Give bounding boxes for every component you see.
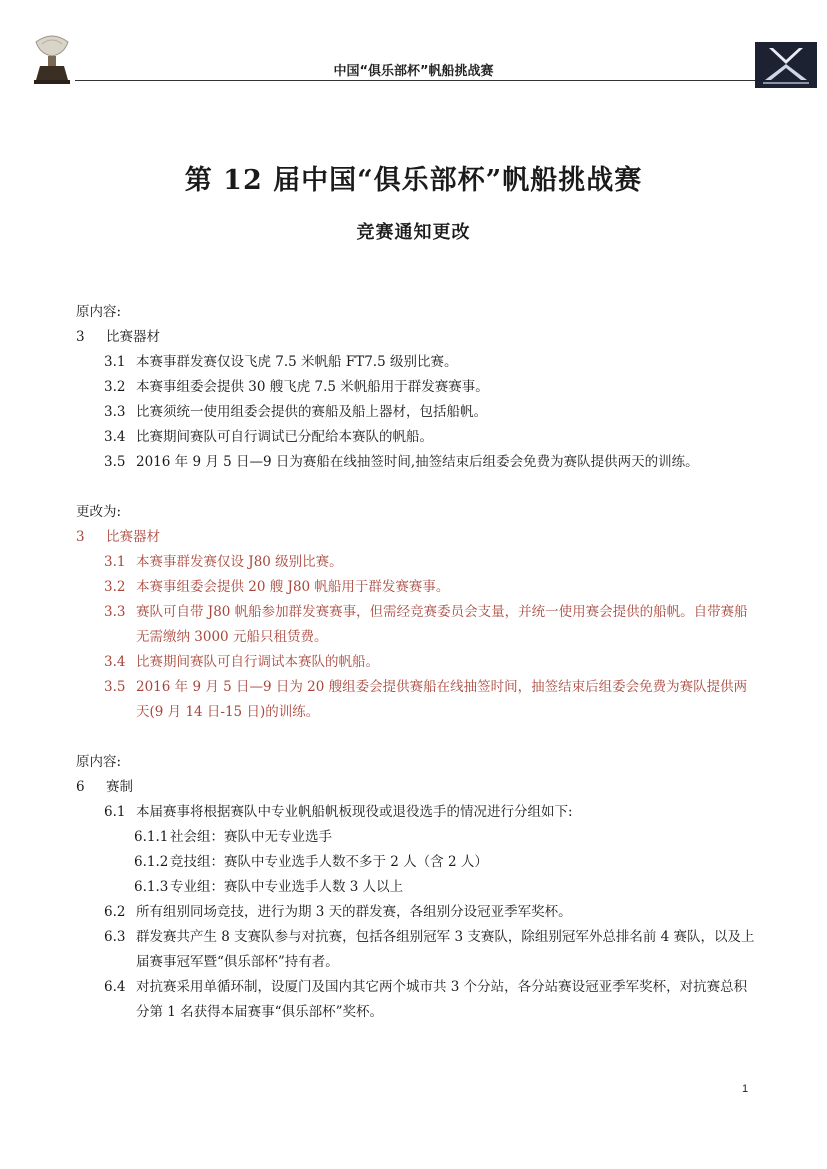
section-label: 原内容: (76, 754, 122, 770)
list-item (104, 400, 760, 425)
sub-list-item (134, 875, 760, 900)
page-title: 第 12 届中国“俱乐部杯”帆船挑战赛 (184, 165, 643, 196)
item-text: 2016 年 9 月 5 日—9 日为赛船在线抽签时间,抽签结束后组委会免费为赛队提供两天的训练。 (136, 454, 699, 470)
list-item (104, 800, 760, 825)
item-text: 专业组：赛队中专业选手人数 3 人以上 (170, 879, 404, 895)
sub-list-item (134, 825, 760, 850)
list-item (104, 450, 760, 475)
item-number: 3.4 (104, 654, 126, 670)
section-number: 6 (76, 779, 85, 795)
item-number: 3.3 (104, 404, 126, 420)
item-text: 本赛事组委会提供 30 艘飞虎 7.5 米帆船用于群发赛赛事。 (136, 379, 489, 395)
changed-content (76, 525, 760, 725)
item-text: 群发赛共产生 8 支赛队参与对抗赛，包括各组别冠军 3 支赛队，除组别冠军外总排名前 4 赛队，以及上届赛事冠军暨“俱乐部杯”持有者。 (136, 929, 755, 970)
item-text: 比赛须统一使用组委会提供的赛船及船上器材，包括船帆。 (136, 404, 487, 420)
item-number: 3.1 (104, 554, 126, 570)
item-text: 所有组别同场竞技，进行为期 3 天的群发赛，各组别分设冠亚季军奖杯。 (136, 904, 572, 920)
item-text: 本赛事群发赛仅设飞虎 7.5 米帆船 FT7.5 级别比赛。 (136, 354, 458, 370)
list-item (104, 600, 760, 650)
list-item (104, 350, 760, 375)
item-number: 6.2 (104, 904, 126, 920)
section-label: 原内容: (76, 304, 122, 320)
item-text: 本届赛事将根据赛队中专业帆船帆板现役或退役选手的情况进行分组如下: (136, 804, 573, 820)
list-item (104, 425, 760, 450)
section-number: 3 (76, 529, 85, 545)
item-text: 竞技组：赛队中专业选手人数不多于 2 人（含 2 人） (170, 854, 488, 870)
item-number: 6.1.2 (134, 854, 169, 870)
item-text: 赛队可自带 J80 帆船参加群发赛赛事，但需经竞赛委员会支量，并统一使用赛会提供的船帆。自带赛船无需缴纳 3000 元船只租赁费。 (136, 604, 748, 645)
item-number: 6.1 (104, 804, 126, 820)
section-number: 3 (76, 329, 85, 345)
list-item (104, 650, 760, 675)
item-number: 6.3 (104, 929, 126, 945)
section-heading (76, 525, 760, 550)
page-subtitle: 竞赛通知更改 (356, 222, 471, 243)
page-number: 1 (742, 1083, 749, 1095)
item-number: 3.4 (104, 429, 126, 445)
list-item (104, 575, 760, 600)
sailing-x-logo-icon (755, 42, 817, 88)
document-body (76, 300, 760, 1025)
list-item (104, 550, 760, 575)
header-divider (75, 80, 755, 81)
section-heading (76, 325, 760, 350)
sub-list-item (134, 850, 760, 875)
item-number: 3.2 (104, 579, 126, 595)
list-item (104, 975, 760, 1025)
item-number: 6.1.1 (134, 829, 169, 845)
item-text: 比赛期间赛队可自行调试已分配给本赛队的帆船。 (136, 429, 433, 445)
item-number: 6.4 (104, 979, 126, 995)
running-header-title: 中国“俱乐部杯”帆船挑战赛 (333, 64, 494, 79)
item-number: 3.3 (104, 604, 126, 620)
item-number: 6.1.3 (134, 879, 169, 895)
section-title: 比赛器材 (106, 529, 160, 545)
item-text: 本赛事组委会提供 20 艘 J80 帆船用于群发赛赛事。 (136, 579, 450, 595)
section-title: 比赛器材 (106, 329, 160, 345)
item-text: 对抗赛采用单循环制，设厦门及国内其它两个城市共 3 个分站，各分站赛设冠亚季军奖杯，对抗赛总积分第 1 名获得本届赛事“俱乐部杯”奖杯。 (136, 979, 748, 1020)
item-number: 3.1 (104, 354, 126, 370)
list-item (104, 675, 760, 725)
page-header (0, 0, 827, 92)
item-text: 比赛期间赛队可自行调试本赛队的帆船。 (136, 654, 379, 670)
item-text: 2016 年 9 月 5 日—9 日为 20 艘组委会提供赛船在线抽签时间，抽签结束后组委会免费为赛队提供两天(9 月 14 日-15 日)的训练。 (136, 679, 748, 720)
item-number: 3.2 (104, 379, 126, 395)
item-number: 3.5 (104, 454, 126, 470)
list-item (104, 375, 760, 400)
item-text: 本赛事群发赛仅设 J80 级别比赛。 (136, 554, 343, 570)
list-item (104, 925, 760, 975)
list-item (104, 900, 760, 925)
section-title: 赛制 (106, 779, 133, 795)
spacer (76, 475, 760, 500)
item-number: 3.5 (104, 679, 126, 695)
spacer (76, 725, 760, 750)
item-text: 社会组：赛队中无专业选手 (170, 829, 332, 845)
section-label: 更改为: (76, 504, 122, 520)
section-heading (76, 775, 760, 800)
